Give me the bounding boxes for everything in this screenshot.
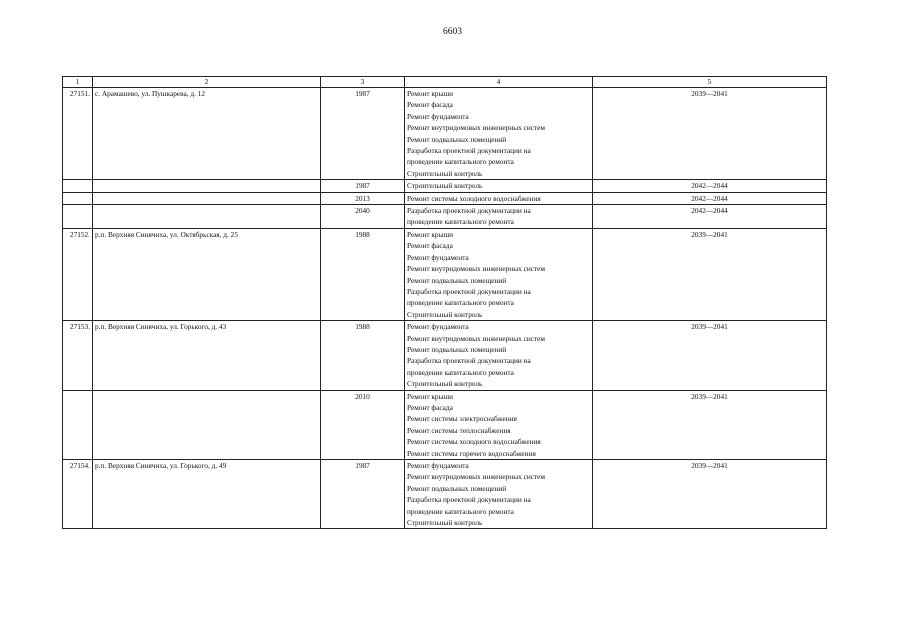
- work-item: Ремонт фасада: [407, 402, 453, 412]
- entry-works: [405, 88, 593, 180]
- work-item: Разработка проектной документации на: [407, 495, 531, 505]
- work-item: Ремонт фундамента: [407, 111, 469, 121]
- entry-year: 1988: [321, 228, 405, 320]
- work-item: Ремонт внутридомовых инженерных систем: [407, 472, 546, 482]
- column-header: 5: [593, 77, 827, 88]
- entry-year: 2010: [321, 390, 405, 459]
- work-item: Ремонт крыши: [407, 89, 454, 98]
- entry-number: 27151.: [63, 88, 93, 180]
- entry-address: [93, 180, 321, 192]
- work-item: Строительный контроль: [407, 309, 483, 319]
- work-item: Ремонт внутридомовых инженерных систем: [407, 333, 546, 343]
- entry-term: 2039—2041: [593, 321, 827, 390]
- work-item: Ремонт крыши: [407, 229, 454, 239]
- work-item: Ремонт подвальных помещений: [407, 483, 507, 493]
- entry-term: 2042—2044: [593, 192, 827, 204]
- entry-year: 2040: [321, 205, 405, 229]
- work-item: проведение капитального ремонта: [407, 367, 514, 377]
- work-item: Ремонт фундамента: [407, 322, 469, 332]
- entry-year: 1987: [321, 460, 405, 529]
- work-item: Ремонт внутридомовых инженерных систем: [407, 264, 546, 274]
- entry-term: 2042—2044: [593, 205, 827, 229]
- work-item: Ремонт системы горячего водоснабжения: [407, 448, 536, 458]
- work-item: Разработка проектной документации на: [407, 356, 531, 366]
- work-item: Ремонт подвальных помещений: [407, 275, 507, 285]
- work-item: Строительный контроль: [407, 181, 483, 191]
- entry-address: [93, 192, 321, 204]
- work-item: Разработка проектной документации на: [407, 286, 531, 296]
- work-item: Ремонт фасада: [407, 100, 453, 110]
- entry-number: [63, 205, 93, 229]
- entry-works: [405, 321, 593, 390]
- entry-works: [405, 228, 593, 320]
- work-item: Ремонт системы холодного водоснабжения: [407, 437, 541, 447]
- table-row: [63, 390, 827, 459]
- table-row: [63, 460, 827, 529]
- entry-works: [405, 192, 593, 204]
- column-header: 4: [405, 77, 593, 88]
- work-item: проведение капитального ремонта: [407, 157, 514, 167]
- work-item: Ремонт фундамента: [407, 461, 469, 470]
- entry-term: 2039—2041: [593, 88, 827, 180]
- entry-number: [63, 180, 93, 192]
- work-item: проведение капитального ремонта: [407, 298, 514, 308]
- work-item: Ремонт фасада: [407, 241, 453, 251]
- work-item: Строительный контроль: [407, 379, 483, 389]
- entry-year: 1987: [321, 88, 405, 180]
- work-item: проведение капитального ремонта: [407, 217, 514, 227]
- work-item: проведение капитального ремонта: [407, 506, 514, 516]
- entry-number: [63, 390, 93, 459]
- work-item: Строительный контроль: [407, 168, 483, 178]
- entry-term: 2039—2041: [593, 460, 827, 529]
- page-number: 6603: [443, 27, 462, 37]
- entry-number: 27154.: [63, 460, 93, 529]
- entry-address: р.п. Верхняя Синячиха, ул. Октябрьская, д. 25: [93, 228, 321, 320]
- column-header: 3: [321, 77, 405, 88]
- work-item: Ремонт подвальных помещений: [407, 344, 507, 354]
- work-item: Ремонт внутридомовых инженерных систем: [407, 123, 546, 133]
- column-header: 1: [63, 77, 93, 88]
- work-item: Ремонт системы холодного водоснабжения: [407, 193, 541, 203]
- work-item: Ремонт системы теплоснабжения: [407, 425, 511, 435]
- entry-works: [405, 390, 593, 459]
- table-header: [63, 77, 827, 88]
- table-row: [63, 180, 827, 192]
- entry-number: [63, 192, 93, 204]
- work-item: Ремонт крыши: [407, 391, 454, 401]
- work-item: Ремонт фундамента: [407, 252, 469, 262]
- entry-address: с. Арамашево, ул. Пушкарева, д. 12: [93, 88, 321, 180]
- entry-address: р.п. Верхняя Синячиха, ул. Горького, д. 43: [93, 321, 321, 390]
- work-item: Ремонт подвальных помещений: [407, 134, 507, 144]
- repair-schedule-table: [62, 76, 827, 529]
- entry-address: [93, 390, 321, 459]
- entry-term: 2039—2041: [593, 390, 827, 459]
- entry-works: [405, 205, 593, 229]
- entry-number: 27153.: [63, 321, 93, 390]
- entry-year: 2013: [321, 192, 405, 204]
- table-body: [63, 88, 827, 529]
- entry-works: [405, 460, 593, 529]
- table-row: [63, 88, 827, 180]
- work-item: Строительный контроль: [407, 518, 483, 528]
- entry-term: 2039—2041: [593, 228, 827, 320]
- column-number-row: [63, 77, 827, 88]
- work-item: Разработка проектной документации на: [407, 146, 531, 156]
- entry-year: 1988: [321, 321, 405, 390]
- table-row: [63, 321, 827, 390]
- table-row: [63, 205, 827, 229]
- work-item: Ремонт системы электроснабжения: [407, 414, 517, 424]
- entry-address: р.п. Верхняя Синячиха, ул. Горького, д. 49: [93, 460, 321, 529]
- entry-term: 2042—2044: [593, 180, 827, 192]
- entry-year: 1987: [321, 180, 405, 192]
- entry-address: [93, 205, 321, 229]
- work-item: Разработка проектной документации на: [407, 206, 531, 216]
- column-header: 2: [93, 77, 321, 88]
- table-row: [63, 192, 827, 204]
- entry-number: 27152.: [63, 228, 93, 320]
- table-row: [63, 228, 827, 320]
- entry-works: [405, 180, 593, 192]
